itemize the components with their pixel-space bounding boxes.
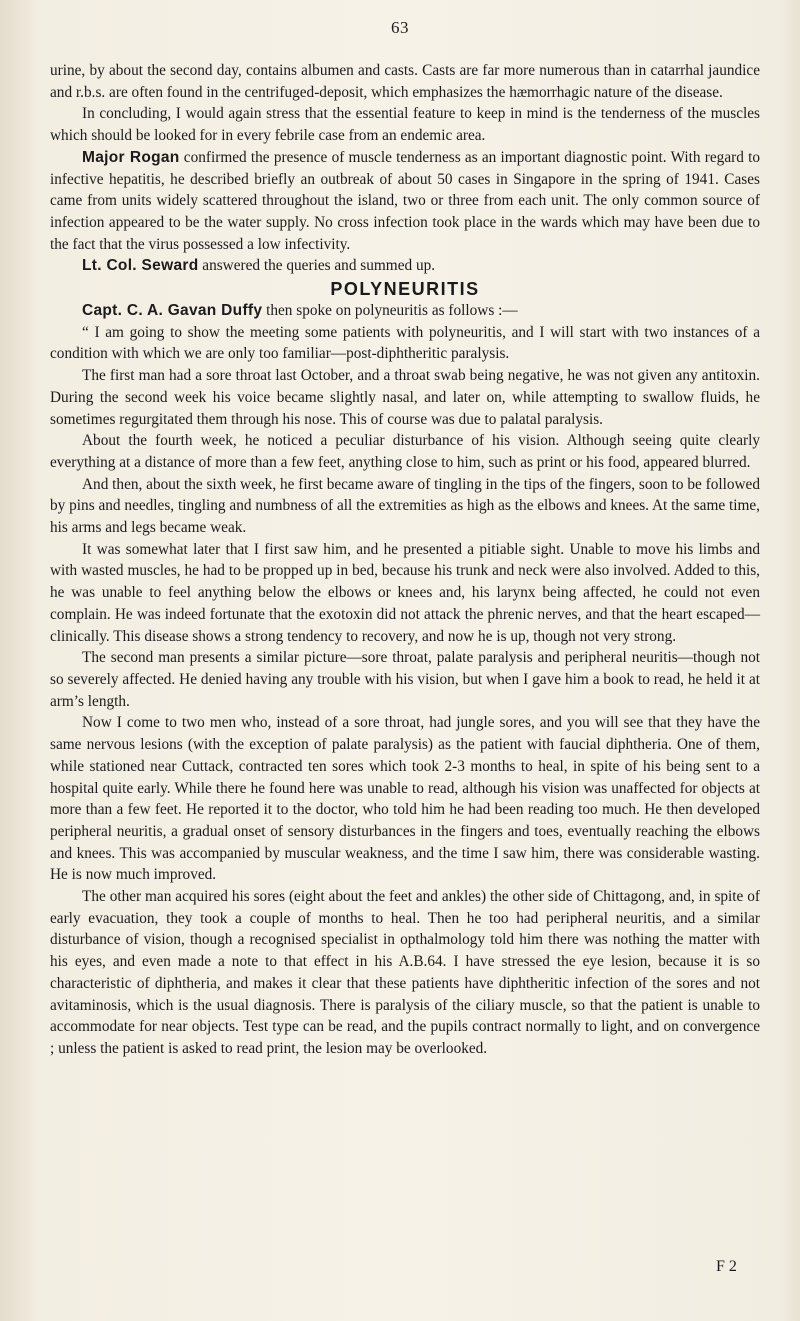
body-paragraph: Now I come to two men who, instead of a sore throat, had jungle sores, and you will see that they have the same nervous lesions (with the exception of palate paralysis) as the patient with faucial diphtheria. One of them, while stationed near Cuttack, contracted ten sores which took 2-3 months to heal, in spite of his being sent to a hospital quite early. While there he found here was unable to read, although his vision was unaffected for objects at more than a few feet. He reported it to the doctor, who told him he had been reading too much. He then developed peripheral neuritis, a gradual onset of sensory disturbances in the fingers and toes, eventually reaching the elbows and knees. This was accompanied by muscular weakness, and the time I saw him, there was considerable wasting. He is now much improved. [50,714,760,884]
body-paragraph: The other man acquired his sores (eight about the feet and ankles) the other side of Chittagong, and, in spite of early evacuation, they took a couple of months to heal. Then he too had peripheral neuritis, and a similar disturbance of vision, though a recognised specialist in opthalmology told him there was nothing the matter with his eyes, and even made a note to that effect in his A.B.64. I have stressed the eye lesion, because it is so characteristic of diphtheria, and makes it clear that these patients have diphtheritic infection of the sores and not avitaminosis, which is the usual diagnosis. There is paralysis of the ciliary muscle, so that the patient is unable to accommodate for near objects. Test type can be read, and the pupils contract normally to light, and on convergence ; unless the patient is asked to read print, the lesion may be overlooked. [50,888,760,1057]
body-paragraph: The first man had a sore throat last October, and a throat swab being negative, he was not given any antitoxin. During the second week his voice became slightly nasal, and later on, while attempting to swallow fluids, he sometimes regurgitated them through his nose. This of course was due to palatal paralysis. [50,367,760,428]
speaker-name: Lt. Col. Seward [82,257,199,275]
body-paragraph: The second man presents a similar picture—sore throat, palate paralysis and peripheral neuritis—though not so severely affected. He denied having any trouble with his vision, but when I gave him a book to read, he held it at arm’s length. [50,649,760,710]
speaker-paragraph [50,147,760,256]
speaker-paragraph [50,300,760,322]
body-paragraph: And then, about the sixth week, he first became aware of tingling in the tips of the fingers, soon to be followed by pins and needles, tingling and numbness of all the extremities as high as the elbows and knees. At the same time, his arms and legs became weak. [50,475,760,537]
speaker-name: Major Rogan [82,148,180,166]
paragraph-text: then spoke on polyneuritis as follows :— [262,302,518,320]
body-paragraph: About the fourth week, he noticed a peculiar disturbance of his vision. Although seeing quite clearly everything at a distance of more than a few feet, anything close to him, such as print or his food, appeared blurred. [50,432,760,471]
paragraph-text: confirmed the presence of muscle tenderness as an important diagnostic point. With regard to infective hepatitis, he described briefly an outbreak of about 50 cases in Singapore in the spring of 1941. Cases came from units widely scattered throughout the island, two or three from each unit. The only common source of infection appeared to be the water supply. No cross infection took place in the wards which may have been due to the fact that the virus possessed a low infectivity. [50,148,760,253]
body-paragraph: “ I am going to show the meeting some patients with polyneuritis, and I will start with two instances of a condition with which we are only too familiar—post-diphtheritic paralysis. [50,323,760,363]
body-paragraph: urine, by about the second day, contains albumen and casts. Casts are far more numerous than in catarrhal jaundice and r.b.s. are often found in the centrifuged-deposit, which emphasizes the hæmorrhagic nature of the disease. [50,62,760,101]
paragraph-text: answered the queries and summed up. [198,257,436,275]
page-number: 63 [391,18,409,37]
section-heading: POLYNEURITIS [330,279,480,300]
body-paragraph: It was somewhat later that I first saw him, and he presented a pitiable sight. Unable to move his limbs and with wasted muscles, he had to be propped up in bed, because his trunk and neck were also involved. Added to this, he was unable to feel anything below the elbows or knees and, his larynx being affected, he could not even complain. He was indeed fortunate that the exotoxin did not attack the phrenic nerves, and that the heart escaped—clinically. This disease shows a strong tendency to recovery, and now he is up, though not very strong. [50,540,760,645]
folio-signature: F 2 [716,1258,737,1275]
body-paragraph: In concluding, I would again stress that the essential feature to keep in mind is the tenderness of the muscles which should be looked for in every febrile case from an endemic area. [50,105,760,145]
document-body [50,60,760,1060]
speaker-paragraph [50,255,760,277]
speaker-name: Capt. C. A. Gavan Duffy [82,302,263,320]
